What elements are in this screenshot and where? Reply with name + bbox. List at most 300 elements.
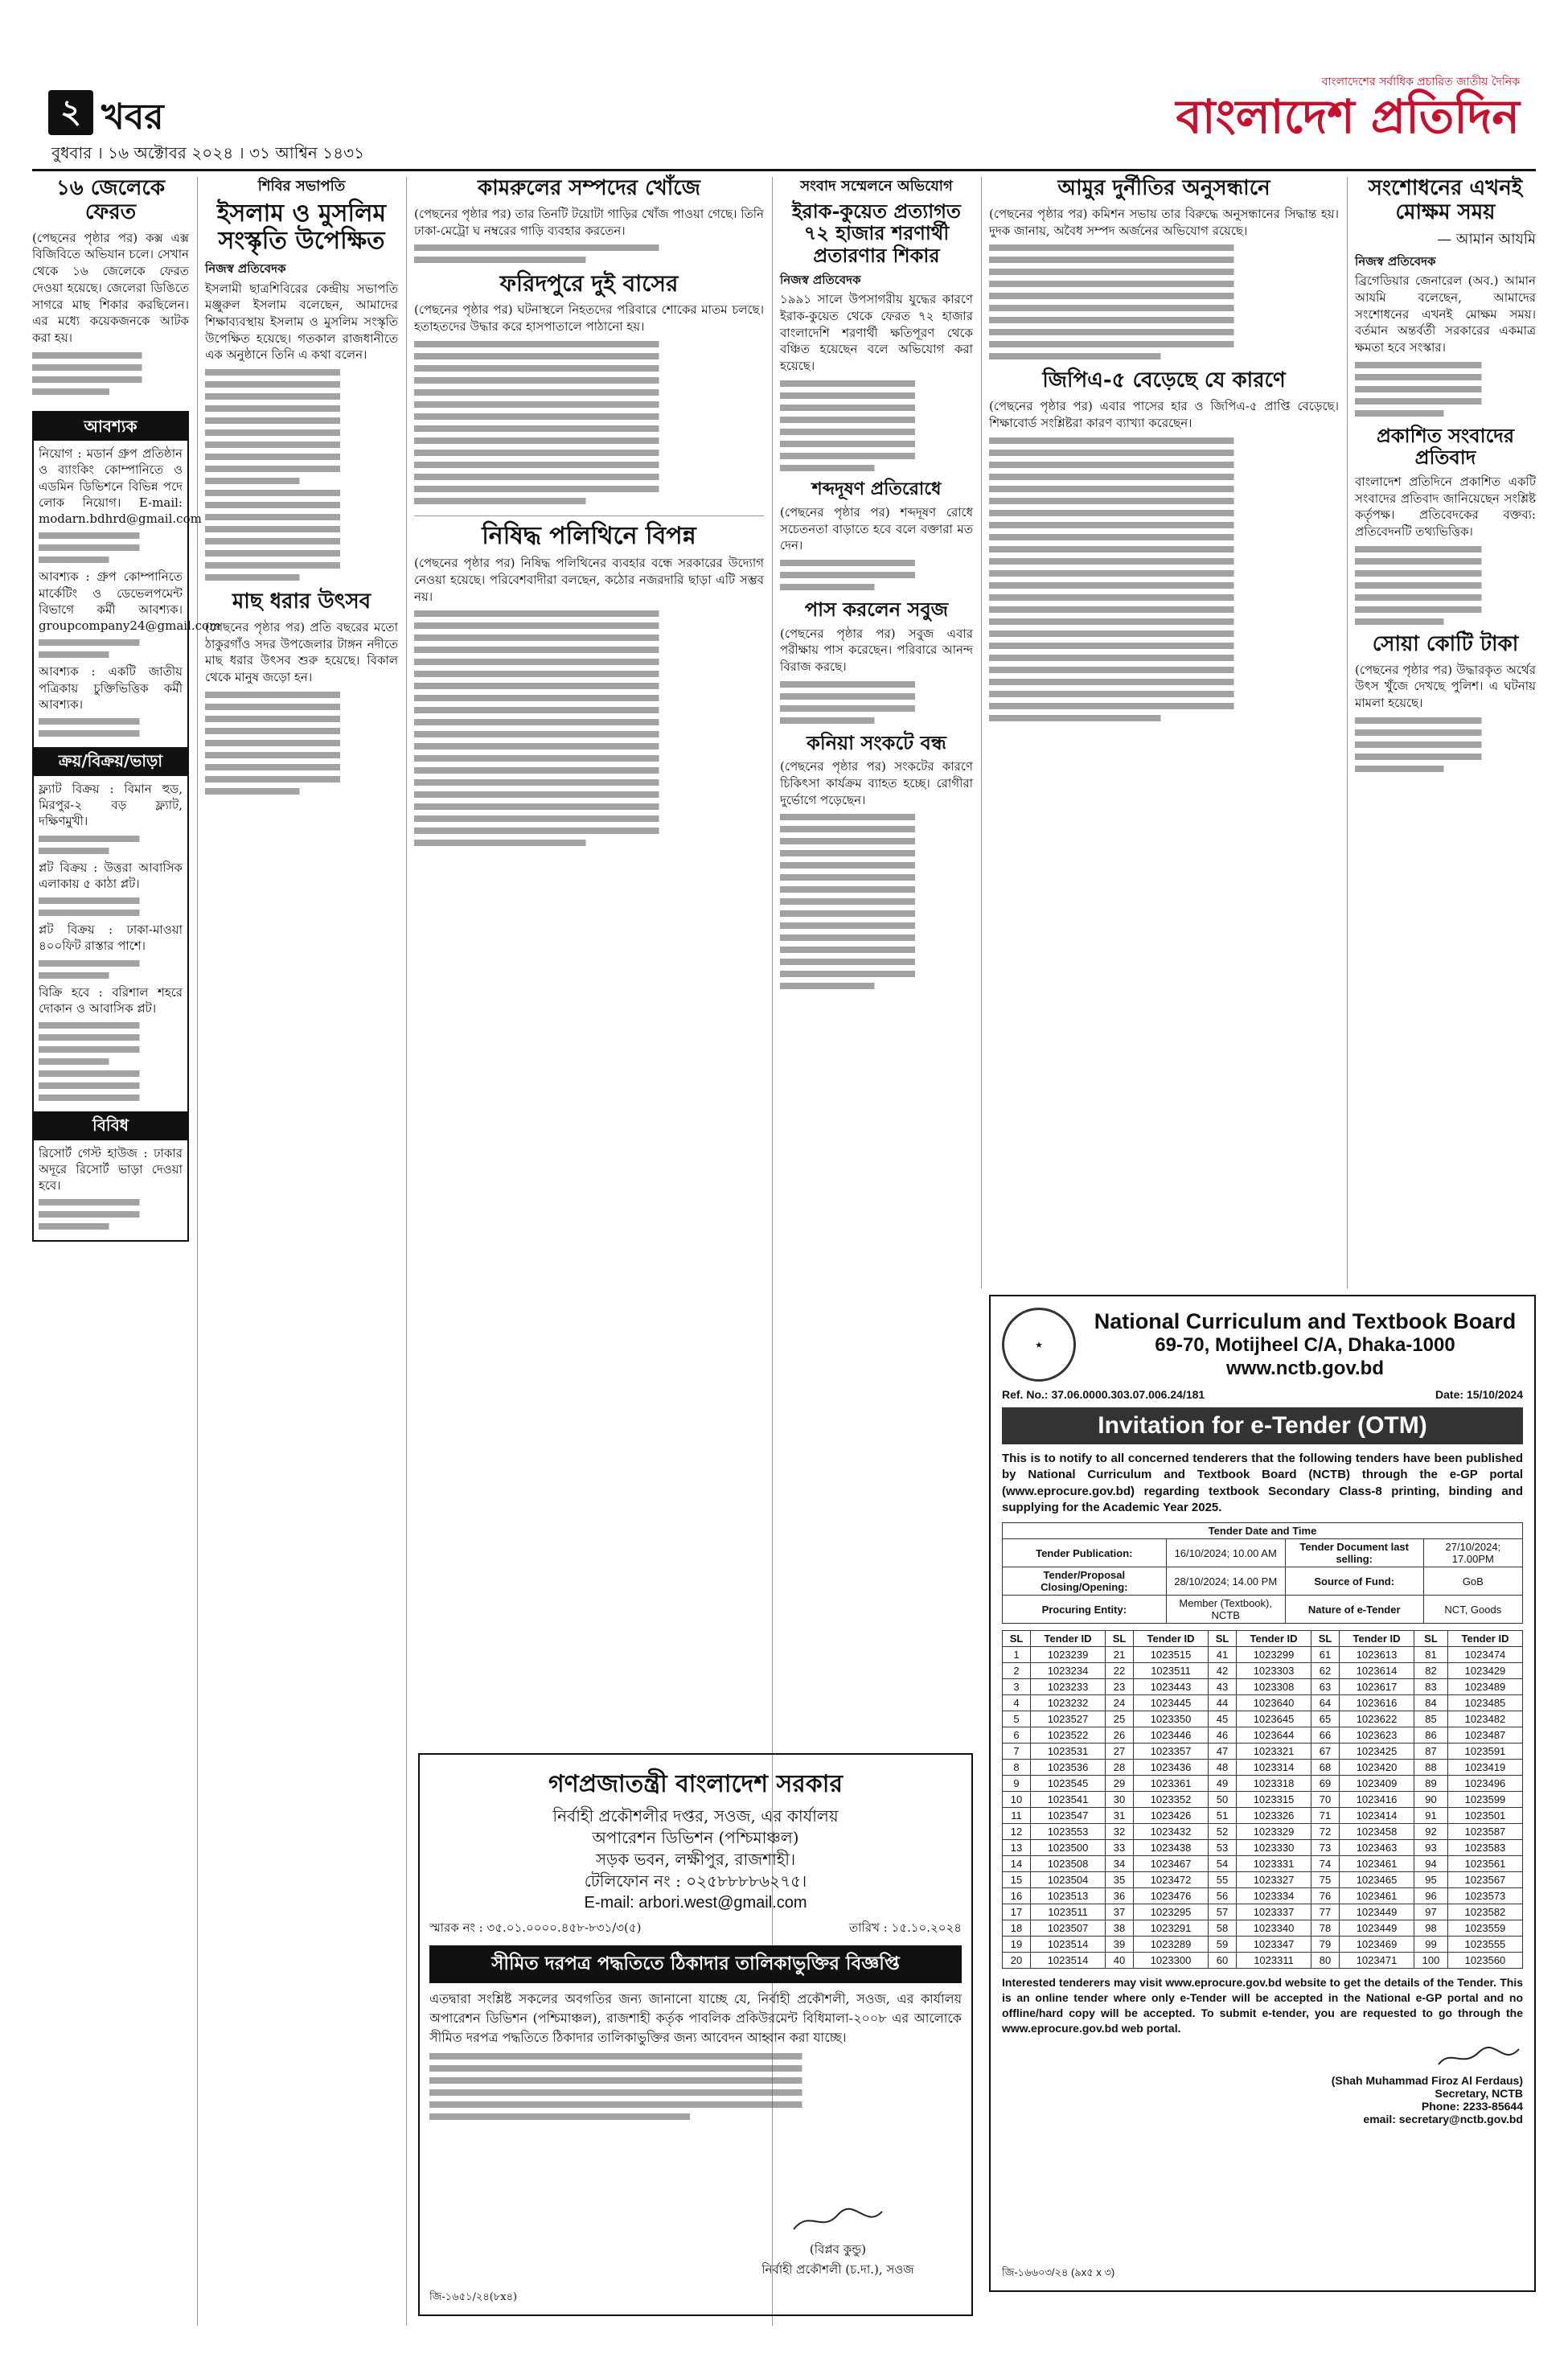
- table-cell: 36: [1106, 1888, 1134, 1904]
- classified-item: প্লট বিক্রয় : উত্তরা আবাসিক এলাকায় ৫ কাঠা প্লট।: [39, 860, 183, 891]
- table-cell: 1023461: [1340, 1856, 1414, 1872]
- table-cell: 35: [1106, 1872, 1134, 1888]
- table-cell: 1023419: [1447, 1760, 1522, 1776]
- signature-icon: [1435, 2044, 1523, 2072]
- table-cell: 1023471: [1340, 1953, 1414, 1969]
- table-cell: 74: [1311, 1856, 1340, 1872]
- table-cell: 18: [1003, 1920, 1031, 1937]
- table-cell: 1023645: [1237, 1711, 1311, 1727]
- table-cell: 1023467: [1134, 1856, 1209, 1872]
- column-3: [414, 177, 764, 1737]
- tender-ref: Ref. No.: 37.06.0000.303.07.006.24/181: [1002, 1388, 1205, 1401]
- table-row: [1003, 1872, 1523, 1888]
- table-cell: 1023616: [1340, 1695, 1414, 1711]
- table-header: Tender ID: [1447, 1631, 1522, 1647]
- article-headline: ইসলাম ও মুসলিম সংস্কৃতি উপেক্ষিত: [216, 199, 387, 256]
- table-cell: 1023334: [1237, 1888, 1311, 1904]
- table-cell: 1023553: [1031, 1824, 1106, 1840]
- table-row: [1003, 1711, 1523, 1727]
- masthead-rule: [32, 169, 1536, 171]
- table-cell: 1023515: [1134, 1647, 1209, 1663]
- column-6: [1355, 177, 1536, 1279]
- newspaper-logo: [1176, 72, 1520, 143]
- info-cell: Tender Document last selling:: [1285, 1539, 1423, 1567]
- table-cell: 68: [1311, 1760, 1340, 1776]
- article-headline: ইরাক-কুয়েত প্রত্যাগত ৭২ হাজার শরণার্থী প্রতারণার শিকার: [792, 199, 961, 268]
- tender-intro: This is to notify to all concerned tenderers that the following tenders have been published by National Curriculum and Textbook Board (NCTB) through the e-GP portal (www.eprocure.gov.bd) regarding textbook Secondary Class-8 printing, binding and supplying for the Academic Year 2025.: [1002, 1452, 1523, 1514]
- table-cell: 2: [1003, 1663, 1031, 1679]
- ad-office: নির্বাহী প্রকৌশলীর দপ্তর, সওজ, এর কার্যালয়: [552, 1806, 839, 1826]
- table-cell: 60: [1209, 1953, 1237, 1969]
- ad-memo: স্মারক নং : ৩৫.০১.০০০০.৪৫৮-৮৩১/৩(৫): [429, 1920, 642, 1935]
- article-body: (পেছনের পৃষ্ঠার পর) নিষিদ্ধ পলিথিনের ব্যবহার বন্ধে সরকারের উদ্যোগ নেওয়া হয়েছে। পরিবেশবাদীরা বলছেন, কঠোর নজরদারি ছাড়া এটি সম্ভব নয়।: [414, 556, 764, 604]
- table-cell: 1023465: [1340, 1872, 1414, 1888]
- column-1: [32, 176, 221, 2326]
- table-cell: 39: [1106, 1937, 1134, 1953]
- table-cell: 19: [1003, 1937, 1031, 1953]
- table-row: [1003, 1792, 1523, 1808]
- column-2: [205, 177, 398, 1737]
- classified-item: আবশ্যক : গ্রুপ কোম্পানিতে মার্কেটিং ও ডেভেলপমেন্ট বিভাগে কর্মী আবশ্যক। groupcompany24@gmail.com: [39, 569, 221, 634]
- table-cell: 1023474: [1447, 1647, 1522, 1663]
- article-body: (পেছনের পৃষ্ঠার পর) কমিশন সভায় তার বিরুদ্ধে অনুসন্ধানের সিদ্ধান্ত হয়। দুদক জানায়, অবৈধ সম্পদ অর্জনের অভিযোগ রয়েছে।: [989, 206, 1339, 238]
- tender-footer: Interested tenderers may visit www.eprocure.gov.bd website to get the details of the Tender. This is an online tender where only e-Tender will be accepted in the National e-GP portal and no offline/hard copy will be accepted. To submit e-tender, you are requested to go through the www.eprocure.gov.bd web portal.: [1002, 1976, 1523, 2035]
- table-cell: 1023337: [1237, 1904, 1311, 1920]
- table-header: Tender ID: [1134, 1631, 1209, 1647]
- table-cell: 1023613: [1340, 1647, 1414, 1663]
- table-row: [1003, 1760, 1523, 1776]
- article-headline: কামরুলের সম্পদের খোঁজে: [478, 176, 700, 200]
- table-cell: 80: [1311, 1953, 1340, 1969]
- table-header: Tender ID: [1340, 1631, 1414, 1647]
- table-cell: 1023350: [1134, 1711, 1209, 1727]
- table-cell: 54: [1209, 1856, 1237, 1872]
- table-cell: 1023555: [1447, 1937, 1522, 1953]
- table-cell: 1023414: [1340, 1808, 1414, 1824]
- table-cell: 1023527: [1031, 1711, 1106, 1727]
- table-cell: 1023469: [1340, 1937, 1414, 1953]
- article-body: (পেছনের পৃষ্ঠার পর) সবুজ এবার পরীক্ষায় পাস করেছেন। পরিবারে আনন্দ বিরাজ করছে।: [780, 626, 973, 675]
- table-cell: 43: [1209, 1679, 1237, 1695]
- tender-address: 69-70, Motijheel C/A, Dhaka-1000: [1155, 1334, 1455, 1357]
- table-cell: 87: [1414, 1744, 1448, 1760]
- table-cell: 61: [1311, 1647, 1340, 1663]
- article-body: ব্রিগেডিয়ার জেনারেল (অব.) আমান আযমি বলেছেন, আমাদের সংশোধনের এখনই মোক্ষম সময়। বর্তমান অন্তর্বর্তী সরকারের একমাত্র ক্ষমতা হবে সংস্কার।: [1355, 273, 1536, 355]
- tender-ref2: জি-১৬৬০৩/২৪ (৯x৫ x ৩): [1002, 2266, 1115, 2278]
- table-cell: 56: [1209, 1888, 1237, 1904]
- table-cell: 41: [1209, 1647, 1237, 1663]
- table-cell: 1023289: [1134, 1937, 1209, 1953]
- column-divider: [981, 177, 982, 1288]
- table-cell: 1023583: [1447, 1840, 1522, 1856]
- logo-tagline: বাংলাদেশের সর্বাধিক প্রচারিত জাতীয় দৈনিক: [1321, 76, 1520, 88]
- table-cell: 1023438: [1134, 1840, 1209, 1856]
- article-kicker: সংবাদ সম্মেলনে অভিযোগ: [800, 178, 953, 195]
- table-cell: 15: [1003, 1872, 1031, 1888]
- article-headline: কনিয়া সংকটে বন্ধ: [807, 730, 946, 754]
- table-cell: 90: [1414, 1792, 1448, 1808]
- table-cell: 53: [1209, 1840, 1237, 1856]
- table-cell: 1023234: [1031, 1663, 1106, 1679]
- article-headline: নিষিদ্ধ পলিথিনে বিপন্ন: [414, 515, 764, 551]
- table-cell: 51: [1209, 1808, 1237, 1824]
- table-cell: 10: [1003, 1792, 1031, 1808]
- table-cell: 52: [1209, 1824, 1237, 1840]
- article-byline: নিজস্ব প্রতিবেদক: [205, 261, 286, 276]
- article-headline: প্রকাশিত সংবাদের প্রতিবাদ: [1376, 423, 1515, 470]
- table-cell: 1023458: [1340, 1824, 1414, 1840]
- table-cell: 3: [1003, 1679, 1031, 1695]
- table-cell: 72: [1311, 1824, 1340, 1840]
- table-cell: 1023318: [1237, 1776, 1311, 1792]
- table-cell: 1023308: [1237, 1679, 1311, 1695]
- table-cell: 1023300: [1134, 1953, 1209, 1969]
- article-body: (পেছনের পৃষ্ঠার পর) সংকটের কারণে চিকিৎসা কার্যক্রম ব্যাহত হচ্ছে। রোগীরা দুর্ভোগে পড়েছেন।: [780, 759, 973, 807]
- table-cell: 1023463: [1340, 1840, 1414, 1856]
- table-cell: 1023331: [1237, 1856, 1311, 1872]
- article-headline: ফরিদপুরে দুই বাসের: [499, 270, 679, 298]
- article-body: ইসলামী ছাত্রশিবিরের কেন্দ্রীয় সভাপতি মঞ্জুরুল ইসলাম বলেছেন, আমাদের শিক্ষাব্যবস্থায় ইসলাম ও মুসলিম সংস্কৃতি উপেক্ষিত হয়েছে। গতকাল রাজধানীতে এক অনুষ্ঠানে তিনি এ কথা বলেন।: [205, 281, 398, 363]
- government-notice-ad: [418, 1753, 973, 2316]
- table-cell: 92: [1414, 1824, 1448, 1840]
- table-cell: 1023640: [1237, 1695, 1311, 1711]
- table-cell: 1023425: [1340, 1744, 1414, 1760]
- table-cell: 8: [1003, 1760, 1031, 1776]
- table-cell: 1023446: [1134, 1727, 1209, 1744]
- article-headline: জিপিএ-৫ বেড়েছে যে কারণে: [1042, 368, 1286, 393]
- table-cell: 58: [1209, 1920, 1237, 1937]
- tender-signer: (Shah Muhammad Firoz Al Ferdaus): [1331, 2073, 1523, 2087]
- table-row: [1003, 1824, 1523, 1840]
- table-cell: 93: [1414, 1840, 1448, 1856]
- ad-signer-title: নির্বাহী প্রকৌশলী (চ.দা.), সওজ: [761, 2262, 914, 2277]
- info-cell: Source of Fund:: [1285, 1567, 1423, 1596]
- table-cell: 1023314: [1237, 1760, 1311, 1776]
- table-cell: 73: [1311, 1840, 1340, 1856]
- table-header: SL: [1311, 1631, 1340, 1647]
- table-cell: 23: [1106, 1679, 1134, 1695]
- classified-heading: বিবিধ: [34, 1111, 187, 1140]
- article-lead: (পেছনের পৃষ্ঠার পর) কক্স এক্স বিজিবিতে অভিযান চলে। সেখান থেকে ১৬ জেলেকে ফেরত দেওয়া হয়েছে। জেলেরা ডিঙিতে সাগরে মাছ শিকার করছিলেন। এর মধ্যে কয়েকজনকে আটক করা হয়।: [32, 230, 189, 345]
- table-cell: 16: [1003, 1888, 1031, 1904]
- table-cell: 7: [1003, 1744, 1031, 1760]
- table-cell: 13: [1003, 1840, 1031, 1856]
- tender-website: www.nctb.gov.bd: [1226, 1357, 1384, 1380]
- table-cell: 28: [1106, 1760, 1134, 1776]
- article-headline: সোয়া কোটি টাকা: [1372, 631, 1519, 656]
- ad-ref: জি-১৬৫১/২৪(৮x৪): [429, 2291, 518, 2303]
- table-header: SL: [1003, 1631, 1031, 1647]
- article-headline: শব্দদূষণ প্রতিরোধে: [811, 478, 942, 499]
- page-number: ২: [48, 90, 93, 135]
- table-row: [1003, 1808, 1523, 1824]
- info-cell: Nature of e-Tender: [1285, 1596, 1423, 1624]
- info-cell: Tender/Proposal Closing/Opening:: [1003, 1567, 1167, 1596]
- table-cell: 1023561: [1447, 1856, 1522, 1872]
- table-cell: 1023567: [1447, 1872, 1522, 1888]
- table-cell: 1023476: [1134, 1888, 1209, 1904]
- table-cell: 64: [1311, 1695, 1340, 1711]
- article-headline: মাছ ধরার উৎসব: [232, 589, 371, 614]
- table-cell: 1023432: [1134, 1824, 1209, 1840]
- classified-box: [32, 411, 221, 1242]
- table-cell: 1023315: [1237, 1792, 1311, 1808]
- tender-info-title: Tender Date and Time: [1003, 1523, 1523, 1539]
- table-cell: 79: [1311, 1937, 1340, 1953]
- info-cell: 16/10/2024; 10.00 AM: [1166, 1539, 1285, 1567]
- table-cell: 89: [1414, 1776, 1448, 1792]
- table-row: [1003, 1776, 1523, 1792]
- table-cell: 1023617: [1340, 1679, 1414, 1695]
- table-cell: 1023514: [1031, 1953, 1106, 1969]
- column-5: [989, 177, 1339, 1279]
- table-cell: 1023239: [1031, 1647, 1106, 1663]
- tender-notice-ad: [989, 1295, 1536, 2292]
- ad-address: সড়ক ভবন, লক্ষীপুর, রাজশাহী।: [595, 1850, 796, 1869]
- table-cell: 21: [1106, 1647, 1134, 1663]
- table-cell: 98: [1414, 1920, 1448, 1937]
- table-cell: 1023233: [1031, 1679, 1106, 1695]
- table-header: Tender ID: [1237, 1631, 1311, 1647]
- table-cell: 70: [1311, 1792, 1340, 1808]
- table-cell: 1023329: [1237, 1824, 1311, 1840]
- table-cell: 1023560: [1447, 1953, 1522, 1969]
- ad-division: অপারেশন ডিভিশন (পশ্চিমাঞ্চল): [592, 1828, 799, 1847]
- tender-info-table: [1002, 1522, 1523, 1624]
- table-cell: 1023321: [1237, 1744, 1311, 1760]
- table-cell: 33: [1106, 1840, 1134, 1856]
- table-cell: 44: [1209, 1695, 1237, 1711]
- ad-notice-title: সীমিত দরপত্র পদ্ধতিতে ঠিকাদার তালিকাভুক্তির বিজ্ঞপ্তি: [429, 1945, 962, 1983]
- table-cell: 88: [1414, 1760, 1448, 1776]
- table-cell: 1023445: [1134, 1695, 1209, 1711]
- table-cell: 45: [1209, 1711, 1237, 1727]
- dateline: বুধবার । ১৬ অক্টোবর ২০২৪ । ৩১ আশ্বিন ১৪৩১: [51, 143, 365, 162]
- logo-name: বাংলাদেশ প্রতিদিন: [1176, 89, 1520, 144]
- table-cell: 42: [1209, 1663, 1237, 1679]
- table-row: [1003, 1904, 1523, 1920]
- table-cell: 1023429: [1447, 1663, 1522, 1679]
- table-cell: 26: [1106, 1727, 1134, 1744]
- table-cell: 1023426: [1134, 1808, 1209, 1824]
- table-cell: 59: [1209, 1937, 1237, 1953]
- info-cell: Procuring Entity:: [1003, 1596, 1167, 1624]
- table-cell: 38: [1106, 1920, 1134, 1937]
- table-cell: 84: [1414, 1695, 1448, 1711]
- ad-phone: টেলিফোন নং : ০২৫৮৮৮৮৬২৭৫।: [584, 1871, 807, 1891]
- table-cell: 1023449: [1340, 1920, 1414, 1937]
- table-cell: 1023501: [1447, 1808, 1522, 1824]
- table-cell: 1023232: [1031, 1695, 1106, 1711]
- table-cell: 1023326: [1237, 1808, 1311, 1824]
- classified-item: নিয়োগ : মডার্ন গ্রুপ প্রতিষ্ঠান ও ব্যাংকিং কোম্পানিতে ও এডমিন ডিভিশনে বিভিন্ন পদে লোক নিয়োগ। E-mail: modarn.bdhrd@gmail.com: [39, 446, 202, 527]
- tender-email: email: secretary@nctb.gov.bd: [1363, 2112, 1523, 2126]
- ad-body: এতদ্বারা সংশ্লিষ্ট সকলের অবগতির জন্য জানানো যাচ্ছে যে, নির্বাহী প্রকৌশলী, সওজ, এর কার্যালয় অপারেশন ডিভিশন (পশ্চিমাঞ্চল), রাজশাহী কর্তৃক পাবলিক প্রকিউরমেন্ট বিধিমালা-২০০৮ এর আলোকে সীমিত দরপত্র পদ্ধতিতে ঠিকাদার তালিকাভুক্তির জন্য আবেদন আহ্বান করা যাচ্ছে।: [429, 1991, 962, 2045]
- table-cell: 47: [1209, 1744, 1237, 1760]
- table-row: [1003, 1727, 1523, 1744]
- table-cell: 1023436: [1134, 1760, 1209, 1776]
- table-cell: 30: [1106, 1792, 1134, 1808]
- article-byline: নিজস্ব প্রতিবেদক: [780, 272, 861, 287]
- table-cell: 1023291: [1134, 1920, 1209, 1937]
- table-cell: 31: [1106, 1808, 1134, 1824]
- table-cell: 97: [1414, 1904, 1448, 1920]
- table-cell: 99: [1414, 1937, 1448, 1953]
- table-cell: 1023511: [1134, 1663, 1209, 1679]
- article-byline: নিজস্ব প্রতিবেদক: [1355, 253, 1436, 269]
- table-cell: 1023591: [1447, 1744, 1522, 1760]
- ad-title: গণপ্রজাতন্ত্রী বাংলাদেশ সরকার: [548, 1770, 843, 1798]
- table-cell: 57: [1209, 1904, 1237, 1920]
- classified-item: প্লট বিক্রয় : ঢাকা-মাওয়া ৪০০ফিট রাস্তার পাশে।: [39, 922, 183, 954]
- table-header: SL: [1209, 1631, 1237, 1647]
- table-cell: 1023489: [1447, 1679, 1522, 1695]
- table-cell: 1023508: [1031, 1856, 1106, 1872]
- article-body: (পেছনের পৃষ্ঠার পর) তার তিনটি টয়োটা গাড়ির খোঁজ পাওয়া গেছে। তিনি ঢাকা-মেট্রো ঘ নম্বরের গাড়ি ব্যবহার করতেন।: [414, 206, 764, 238]
- table-cell: 1023340: [1237, 1920, 1311, 1937]
- table-cell: 5: [1003, 1711, 1031, 1727]
- table-cell: 1023547: [1031, 1808, 1106, 1824]
- article-headline: আমুর দুর্নীতির অনুসন্ধানে: [1057, 176, 1270, 200]
- info-cell: GoB: [1423, 1567, 1522, 1596]
- table-row: [1003, 1953, 1523, 1969]
- table-cell: 1023623: [1340, 1727, 1414, 1744]
- table-cell: 63: [1311, 1679, 1340, 1695]
- article-body: ১৯৯১ সালে উপসাগরীয় যুদ্ধের কারণে ইরাক-কুয়েত থেকে ফেরত ৭২ হাজার বাংলাদেশি শরণার্থী ক্ষতিপূরণ থেকে বঞ্চিত হয়েছেন বলে অভিযোগ করা হয়েছে।: [780, 292, 973, 374]
- classified-item: ফ্ল্যাট বিক্রয় : বিমান হুড, মিরপুর-২ বড় ফ্ল্যাট, দক্ষিণমুখী।: [39, 781, 183, 829]
- table-cell: 100: [1414, 1953, 1448, 1969]
- table-cell: 75: [1311, 1872, 1340, 1888]
- ad-date: তারিখ : ১৫.১০.২০২৪: [848, 1920, 962, 1935]
- table-cell: 11: [1003, 1808, 1031, 1824]
- table-cell: 1023496: [1447, 1776, 1522, 1792]
- table-cell: 78: [1311, 1920, 1340, 1937]
- table-cell: 1023559: [1447, 1920, 1522, 1937]
- table-cell: 1023511: [1031, 1904, 1106, 1920]
- table-cell: 94: [1414, 1856, 1448, 1872]
- column-divider: [197, 177, 198, 2326]
- table-cell: 1023514: [1031, 1937, 1106, 1953]
- table-cell: 1023416: [1340, 1792, 1414, 1808]
- table-header: Tender ID: [1031, 1631, 1106, 1647]
- table-cell: 66: [1311, 1727, 1340, 1744]
- table-row: [1003, 1920, 1523, 1937]
- signature-icon: [790, 2205, 886, 2237]
- article-headline: ১৬ জেলেকে ফেরত: [55, 176, 166, 224]
- table-cell: 1023347: [1237, 1937, 1311, 1953]
- table-cell: 27: [1106, 1744, 1134, 1760]
- tender-id-table: [1002, 1630, 1523, 1969]
- info-cell: 27/10/2024; 17.00PM: [1423, 1539, 1522, 1567]
- table-cell: 83: [1414, 1679, 1448, 1695]
- table-cell: 1023500: [1031, 1840, 1106, 1856]
- table-row: [1003, 1937, 1523, 1953]
- table-cell: 65: [1311, 1711, 1340, 1727]
- table-cell: 14: [1003, 1856, 1031, 1872]
- table-cell: 67: [1311, 1744, 1340, 1760]
- table-cell: 1023472: [1134, 1872, 1209, 1888]
- tender-date: Date: 15/10/2024: [1435, 1388, 1523, 1401]
- table-row: [1003, 1744, 1523, 1760]
- table-row: [1003, 1856, 1523, 1872]
- table-cell: 29: [1106, 1776, 1134, 1792]
- table-cell: 17: [1003, 1904, 1031, 1920]
- article-kicker: শিবির সভাপতি: [257, 178, 346, 195]
- table-cell: 1023357: [1134, 1744, 1209, 1760]
- table-row: [1003, 1647, 1523, 1663]
- table-cell: 40: [1106, 1953, 1134, 1969]
- info-cell: 28/10/2024; 14.00 PM: [1166, 1567, 1285, 1596]
- table-cell: 1023587: [1447, 1824, 1522, 1840]
- classified-heading: ক্রয়/বিক্রয়/ভাড়া: [34, 747, 187, 776]
- table-cell: 1023482: [1447, 1711, 1522, 1727]
- nctb-seal-icon: ★: [1002, 1308, 1076, 1382]
- article-headline: সংশোধনের এখনই মোক্ষম সময়: [1368, 176, 1523, 224]
- tender-phone: Phone: 2233-85644: [1421, 2099, 1523, 2113]
- table-cell: 1023541: [1031, 1792, 1106, 1808]
- article-body: (পেছনের পৃষ্ঠার পর) প্রতি বছরের মতো ঠাকুরগাঁও সদর উপজেলার টাঙ্গন নদীতে মাছ ধরার উৎসব শুরু হয়েছে। বিকাল থেকে মানুষ জড়ো হন।: [205, 619, 398, 684]
- table-cell: 1023485: [1447, 1695, 1522, 1711]
- classified-item: আবশ্যক : একটি জাতীয় পত্রিকায় চুক্তিভিত্তিক কর্মী আবশ্যক।: [39, 664, 183, 712]
- article-author: — আমান আযমি: [1437, 230, 1536, 248]
- table-cell: 1023330: [1237, 1840, 1311, 1856]
- ad-email: E-mail: arbori.west@gmail.com: [584, 1894, 807, 1912]
- table-cell: 1: [1003, 1647, 1031, 1663]
- table-row: [1003, 1840, 1523, 1856]
- table-cell: 1023644: [1237, 1727, 1311, 1744]
- table-cell: 1023303: [1237, 1663, 1311, 1679]
- column-divider: [406, 177, 407, 2326]
- table-cell: 96: [1414, 1888, 1448, 1904]
- table-cell: 1023299: [1237, 1647, 1311, 1663]
- article-body: (পেছনের পৃষ্ঠার পর) এবার পাসের হার ও জিপিএ-৫ প্রাপ্তি বেড়েছে। শিক্ষাবোর্ড সংশ্লিষ্টরা কারণ ব্যাখ্যা করেছেন।: [989, 399, 1339, 430]
- table-cell: 77: [1311, 1904, 1340, 1920]
- table-cell: 20: [1003, 1953, 1031, 1969]
- table-cell: 81: [1414, 1647, 1448, 1663]
- table-cell: 4: [1003, 1695, 1031, 1711]
- ad-signer: (বিপ্লব কুন্ডু): [809, 2242, 867, 2257]
- table-cell: 46: [1209, 1727, 1237, 1744]
- table-cell: 1023487: [1447, 1727, 1522, 1744]
- table-cell: 1023531: [1031, 1744, 1106, 1760]
- section-title: খবর: [101, 97, 164, 138]
- table-cell: 1023420: [1340, 1760, 1414, 1776]
- classified-heading: আবশ্যক: [34, 413, 187, 442]
- tender-org: National Curriculum and Textbook Board: [1094, 1309, 1517, 1333]
- table-cell: 1023536: [1031, 1760, 1106, 1776]
- table-cell: 85: [1414, 1711, 1448, 1727]
- table-cell: 1023295: [1134, 1904, 1209, 1920]
- table-cell: 49: [1209, 1776, 1237, 1792]
- table-cell: 1023622: [1340, 1711, 1414, 1727]
- table-cell: 6: [1003, 1727, 1031, 1744]
- table-cell: 37: [1106, 1904, 1134, 1920]
- table-cell: 1023545: [1031, 1776, 1106, 1792]
- table-cell: 50: [1209, 1792, 1237, 1808]
- table-cell: 1023573: [1447, 1888, 1522, 1904]
- table-row: [1003, 1695, 1523, 1711]
- table-cell: 1023522: [1031, 1727, 1106, 1744]
- table-cell: 71: [1311, 1808, 1340, 1824]
- classified-item: বিক্রি হবে : বরিশাল শহরে দোকান ও আবাসিক প্লট।: [39, 984, 183, 1016]
- article-headline: পাস করলেন সবুজ: [804, 598, 949, 622]
- table-header: SL: [1106, 1631, 1134, 1647]
- table-cell: 1023311: [1237, 1953, 1311, 1969]
- table-cell: 1023449: [1340, 1904, 1414, 1920]
- table-cell: 91: [1414, 1808, 1448, 1824]
- table-cell: 1023599: [1447, 1792, 1522, 1808]
- table-cell: 86: [1414, 1727, 1448, 1744]
